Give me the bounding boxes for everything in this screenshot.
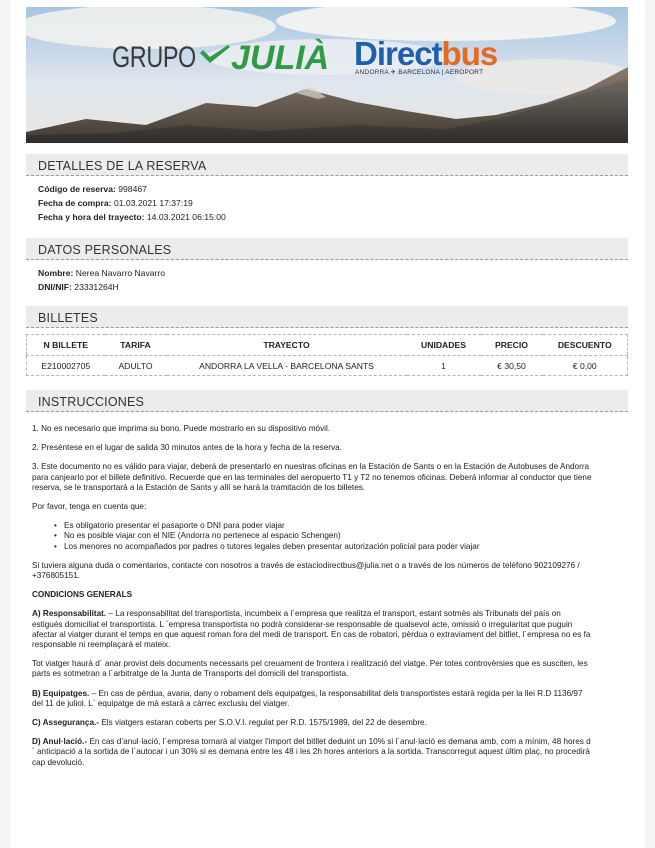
instruction-1: 1. No es necesario que imprima su bono. Puede mostrarlo en su dispositivo móvil. xyxy=(32,424,331,433)
condition-b xyxy=(32,689,592,709)
reservation-section xyxy=(26,154,628,224)
list-item: • No es posible viajar con el NIE (Andorra no pertenece al espacio Schengen) xyxy=(54,531,592,541)
tickets-section xyxy=(26,306,628,376)
purchase-date: 01.03.2021 17:37:19 xyxy=(113,198,193,208)
condition-d-text: En cas d’anul·lació, l´empresa tornarà al viatger l'import del bitllet deduint un 10% si l´anul·lació es demana amb, com a mínim, 48 hores d´ anticipació a la sortida de l´autocar i un 30% si es demana entre les 48 i les 2h hores anteriors a la sortida. Transcorregut aquest últim plaç, no procedirà cap devolució. xyxy=(32,737,591,767)
trip-date-label: Fecha y hora del trayecto: xyxy=(38,212,145,222)
purchase-date-row xyxy=(26,196,628,210)
header-banner xyxy=(26,7,628,143)
instruction-3: 3. Este documento no es válido para viajar, deberá de presentarlo en nuestras oficinas en la Estación de Sants o en la Estación de Autobuses de Andorra para canjearlo por el billete definitivo. Recuerde que en las terminales del aeropuerto T1 y T2 no tenemos oficinas. Deberá informar al conductor que tiene reserva, se le transportará a la Estación de Sants y allí se hará la tramitación de los billetes. xyxy=(32,462,592,492)
requirements-list xyxy=(32,521,592,552)
directbus-logo-direct: Direct xyxy=(354,35,442,72)
condition-a xyxy=(32,609,592,650)
name-row xyxy=(26,266,628,280)
ticket-number: E210002705 xyxy=(41,360,91,371)
condition-a-label: A) Responsabilitat. xyxy=(32,609,107,619)
dni-row xyxy=(26,280,628,294)
note-intro: Por favor, tenga en cuenta que: xyxy=(32,502,147,512)
col-header-discount: DESCUENTO xyxy=(543,335,628,356)
ticket-fare: ADULTO xyxy=(118,360,153,371)
instructions-section xyxy=(26,390,628,412)
reservation-code-label: Código de reserva: xyxy=(38,184,116,194)
col-header-units: UNIDADES xyxy=(407,335,481,356)
instruction-2: 2. Preséntese en el lugar de salida 30 minutos antes de la hora y fecha de la reserva. xyxy=(32,443,342,453)
personal-section xyxy=(26,238,628,294)
reservation-code-row xyxy=(26,182,628,196)
ticket-route: ANDORRA LA VELLA - BARCELONA SANTS xyxy=(199,360,374,371)
ticket-page xyxy=(10,0,645,848)
ticket-price: € 30,50 xyxy=(497,360,526,371)
passenger-name: Nerea Navarro Navarro xyxy=(75,268,166,278)
trip-date-row xyxy=(26,210,628,224)
table-header-row xyxy=(27,335,628,356)
tickets-table xyxy=(26,334,628,376)
condition-b-text: – En cas de pèrdua, avaria, dany o robament dels equipatges, la responsabilitat dels transportistes estarà regida per la llei R.D 1136/97 del 11 de juliol. L` equipatge de mà estarà a càrrec exclusiu del viatger. xyxy=(32,688,583,708)
purchase-date-label: Fecha de compra: xyxy=(38,198,112,208)
col-header-fare: TARIFA xyxy=(105,335,167,356)
conditions-title xyxy=(32,590,592,600)
julia-logo-text: JULIÀ xyxy=(231,39,330,77)
reservation-heading: DETALLES DE LA RESERVA xyxy=(26,154,628,176)
directbus-logo-bus: bus xyxy=(441,35,498,72)
trip-date: 14.03.2021 06:15:00 xyxy=(146,212,226,222)
julia-check-logo-icon xyxy=(198,45,232,65)
col-header-ticket: N BILLETE xyxy=(27,335,105,356)
grupo-logo-text: GRUPO xyxy=(112,41,196,74)
conditions-title-text: CONDICIONS GENERALS xyxy=(32,590,133,600)
contact-info: Si tuviera alguna duda o comentarios, contacte con nosotros a través de estaciodirectbus@julia.net o a través de los números de teléfono 902109276 / +376805151. xyxy=(32,560,580,581)
condition-d-label: D) Anul·lació.- xyxy=(32,737,88,747)
condition-a-text: – La responsabilitat del transportista, incumbeix a l´empresa que realitza el transport, estant sotmès als Tribunals del país on estigués domiciliat el transportista. L ´empresa transportista no podrà considerar-se responsable de qualsevol acte, omissió o irregularitat que puguin afectar al viatger durant el temps en que aquest roman fora del medi de transport. En cas de robatori, pèrdua o extraviament del bitllet, l´empresa no es fa responsable ni reemplaçarà el mateix. xyxy=(32,609,591,650)
condition-c-label: C) Assegurança.- xyxy=(32,718,100,728)
condition-c-text: Els viatgers estaran coberts per S.O.V.I. regulat per R.D. 1575/1989, del 22 de desembre. xyxy=(99,718,427,728)
ticket-units: 1 xyxy=(441,360,446,371)
name-label: Nombre: xyxy=(38,268,74,278)
ticket-discount: € 0,00 xyxy=(572,360,597,371)
personal-heading: DATOS PERSONALES xyxy=(26,238,628,260)
instructions-body xyxy=(32,424,592,768)
condition-c xyxy=(32,718,592,728)
dni-label: DNI/NIF: xyxy=(38,282,72,292)
condition-a2: Tot viatger haurà d´ anar provist dels documents necessaris pel creuament de frontera i realització del viatge. Per totes controvèrsies que es susciten, les parts es sotmetran a l´arbitratge de la Junta de Transports del domicili del transportista. xyxy=(32,659,588,679)
col-header-price: PRECIO xyxy=(481,335,543,356)
table-row xyxy=(27,355,628,376)
list-item: • Es obligatorio presentar el pasaporte o DNI para poder viajar xyxy=(54,521,592,531)
condition-d xyxy=(32,737,592,768)
col-header-route: TRAYECTO xyxy=(167,335,407,356)
directbus-tagline: ANDORRA ✈ BARCELONA | AEROPORT xyxy=(355,69,484,76)
instructions-heading: INSTRUCCIONES xyxy=(26,390,628,412)
reservation-code: 998467 xyxy=(118,184,147,194)
list-item: • Los menores no acompañados por padres o tutores legales deben presentar autorización policial para poder viajar xyxy=(54,542,592,552)
tickets-heading: BILLETES xyxy=(26,306,628,328)
passenger-dni: 23331264H xyxy=(74,282,119,292)
condition-b-label: B) Equipatges. xyxy=(32,688,90,698)
